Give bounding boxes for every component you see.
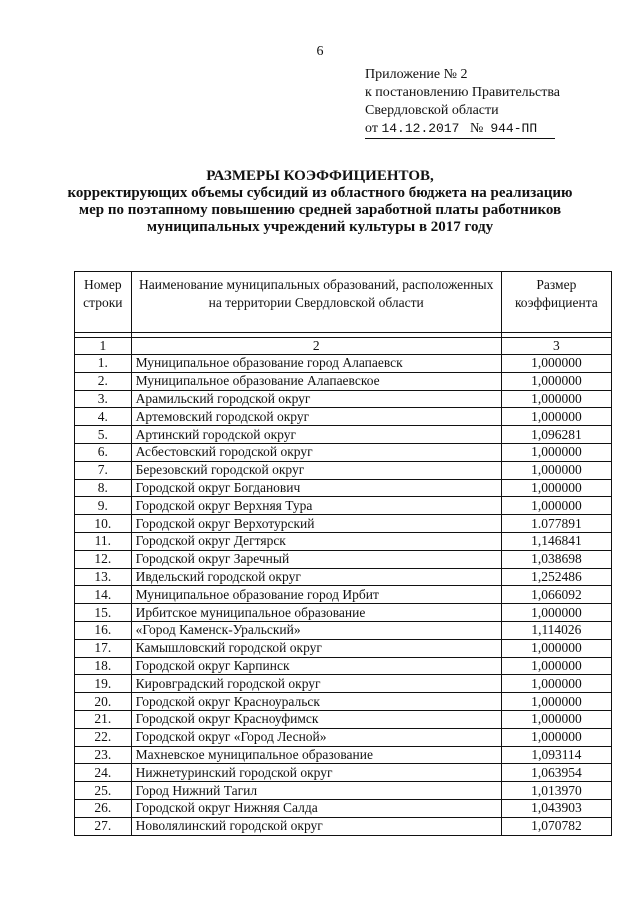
date-underline [365, 120, 555, 139]
municipality-name: Камышловский городской округ [131, 639, 501, 657]
coefficient-value: 1,013970 [501, 782, 611, 800]
decree-date: 14.12.2017 [381, 121, 460, 136]
row-number: 7. [75, 461, 132, 479]
table-row [75, 355, 612, 373]
coefficient-value: 1,000000 [501, 657, 611, 675]
row-number: 14. [75, 586, 132, 604]
table-row [75, 408, 612, 426]
row-number: 11. [75, 532, 132, 550]
coefficient-value: 1.077891 [501, 515, 611, 533]
table-row [75, 693, 612, 711]
coefficient-value: 1,000000 [501, 693, 611, 711]
row-number: 3. [75, 390, 132, 408]
table-row [75, 515, 612, 533]
column-number: 3 [501, 338, 611, 355]
table-header-row [75, 272, 612, 333]
coefficient-value: 1,000000 [501, 639, 611, 657]
row-number: 4. [75, 408, 132, 426]
coefficient-value: 1,114026 [501, 621, 611, 639]
decree-number: 944-ПП [490, 121, 538, 136]
table-row [75, 443, 612, 461]
table-row [75, 604, 612, 622]
municipality-name: Городской округ Карпинск [131, 657, 501, 675]
coefficient-value: 1,000000 [501, 355, 611, 373]
coefficient-value: 1,000000 [501, 443, 611, 461]
row-number: 2. [75, 372, 132, 390]
municipality-name: Городской округ Верхняя Тура [131, 497, 501, 515]
title-sub-1: корректирующих объемы субсидий из областного бюджета на реализацию [67, 185, 573, 201]
municipality-name: Городской округ Красноуфимск [131, 710, 501, 728]
number-prefix: № [469, 121, 484, 136]
municipality-name: Арамильский городской округ [131, 390, 501, 408]
row-number: 9. [75, 497, 132, 515]
row-number: 23. [75, 746, 132, 764]
row-number: 18. [75, 657, 132, 675]
title-sub-2: мер по поэтапному повышению средней заработной платы работников [78, 202, 562, 218]
municipality-name: Кировградский городской округ [131, 675, 501, 693]
column-number: 1 [75, 338, 132, 355]
table-row [75, 746, 612, 764]
municipality-name: «Город Каменск-Уральский» [131, 621, 501, 639]
table-row [75, 675, 612, 693]
header-municipality-name: Наименование муниципальных образований, расположенных на территории Свердловской области [131, 272, 501, 333]
coefficient-value: 1,252486 [501, 568, 611, 586]
coefficient-value: 1,000000 [501, 372, 611, 390]
row-number: 8. [75, 479, 132, 497]
municipality-name: Город Нижний Тагил [131, 782, 501, 800]
table-row [75, 372, 612, 390]
municipality-name: Городской округ Заречный [131, 550, 501, 568]
municipality-name: Новолялинский городской округ [131, 817, 501, 835]
row-number: 5. [75, 426, 132, 444]
municipality-name: Ирбитское муниципальное образование [131, 604, 501, 622]
row-number: 26. [75, 799, 132, 817]
coefficient-value: 1,000000 [501, 604, 611, 622]
row-number: 15. [75, 604, 132, 622]
page-number: 6 [316, 44, 324, 59]
date-prefix: от [365, 121, 378, 136]
municipality-name: Городской округ Красноуральск [131, 693, 501, 711]
row-number: 21. [75, 710, 132, 728]
municipality-name: Городской округ Верхотурский [131, 515, 501, 533]
coefficient-value: 1,043903 [501, 799, 611, 817]
row-number: 27. [75, 817, 132, 835]
appendix-block [365, 66, 560, 139]
coefficient-value: 1,000000 [501, 728, 611, 746]
table-row [75, 657, 612, 675]
table-row [75, 550, 612, 568]
coefficient-value: 1,000000 [501, 497, 611, 515]
municipality-name: Городской округ Дегтярск [131, 532, 501, 550]
row-number: 16. [75, 621, 132, 639]
row-number: 10. [75, 515, 132, 533]
table-row [75, 390, 612, 408]
table-row [75, 461, 612, 479]
table-row [75, 568, 612, 586]
document-title [0, 168, 640, 236]
column-number: 2 [131, 338, 501, 355]
coefficient-value: 1,000000 [501, 479, 611, 497]
appendix-line-1: Приложение № 2 [365, 67, 468, 82]
row-number: 22. [75, 728, 132, 746]
municipality-name: Городской округ «Город Лесной» [131, 728, 501, 746]
row-number: 1. [75, 355, 132, 373]
row-number: 25. [75, 782, 132, 800]
municipality-name: Нижнетуринский городской округ [131, 764, 501, 782]
table-row [75, 621, 612, 639]
appendix-line-2: к постановлению Правительства [365, 85, 561, 100]
coefficient-value: 1,000000 [501, 710, 611, 728]
coefficient-value: 1,038698 [501, 550, 611, 568]
appendix-date-line [365, 120, 560, 139]
municipality-name: Махневское муниципальное образование [131, 746, 501, 764]
column-number-row [75, 338, 612, 355]
coefficient-value: 1,066092 [501, 586, 611, 604]
table-row [75, 426, 612, 444]
table-row [75, 782, 612, 800]
title-sub-3: муниципальных учреждений культуры в 2017 году [146, 219, 494, 235]
table-row [75, 479, 612, 497]
header-coefficient: Размер коэффициента [501, 272, 611, 333]
municipality-name: Городской округ Нижняя Салда [131, 799, 501, 817]
table-row [75, 799, 612, 817]
coefficient-value: 1,146841 [501, 532, 611, 550]
coefficient-value: 1,093114 [501, 746, 611, 764]
table-row [75, 586, 612, 604]
coefficient-value: 1,000000 [501, 675, 611, 693]
municipality-name: Городской округ Богданович [131, 479, 501, 497]
row-number: 20. [75, 693, 132, 711]
row-number: 24. [75, 764, 132, 782]
coefficient-value: 1,000000 [501, 390, 611, 408]
municipality-name: Ивдельский городской округ [131, 568, 501, 586]
coefficient-value: 1,000000 [501, 408, 611, 426]
row-number: 13. [75, 568, 132, 586]
coefficients-table [74, 271, 612, 836]
coefficient-value: 1,063954 [501, 764, 611, 782]
municipality-name: Березовский городской округ [131, 461, 501, 479]
municipality-name: Муниципальное образование Алапаевское [131, 372, 501, 390]
municipality-name: Муниципальное образование город Ирбит [131, 586, 501, 604]
row-number: 19. [75, 675, 132, 693]
header-row-number: Номер строки [75, 272, 132, 333]
coefficient-value: 1,000000 [501, 461, 611, 479]
municipality-name: Артемовский городской округ [131, 408, 501, 426]
coefficient-value: 1,070782 [501, 817, 611, 835]
table-row [75, 532, 612, 550]
table-row [75, 497, 612, 515]
municipality-name: Муниципальное образование город Алапаевск [131, 355, 501, 373]
table-row [75, 764, 612, 782]
table-row [75, 639, 612, 657]
table-row [75, 728, 612, 746]
row-number: 6. [75, 443, 132, 461]
municipality-name: Артинский городской округ [131, 426, 501, 444]
appendix-line-3: Свердловской области [365, 103, 499, 118]
table-row [75, 710, 612, 728]
coefficient-value: 1,096281 [501, 426, 611, 444]
row-number: 12. [75, 550, 132, 568]
title-main: РАЗМЕРЫ КОЭФФИЦИЕНТОВ, [206, 168, 434, 184]
row-number: 17. [75, 639, 132, 657]
municipality-name: Асбестовский городской округ [131, 443, 501, 461]
table-row [75, 817, 612, 835]
